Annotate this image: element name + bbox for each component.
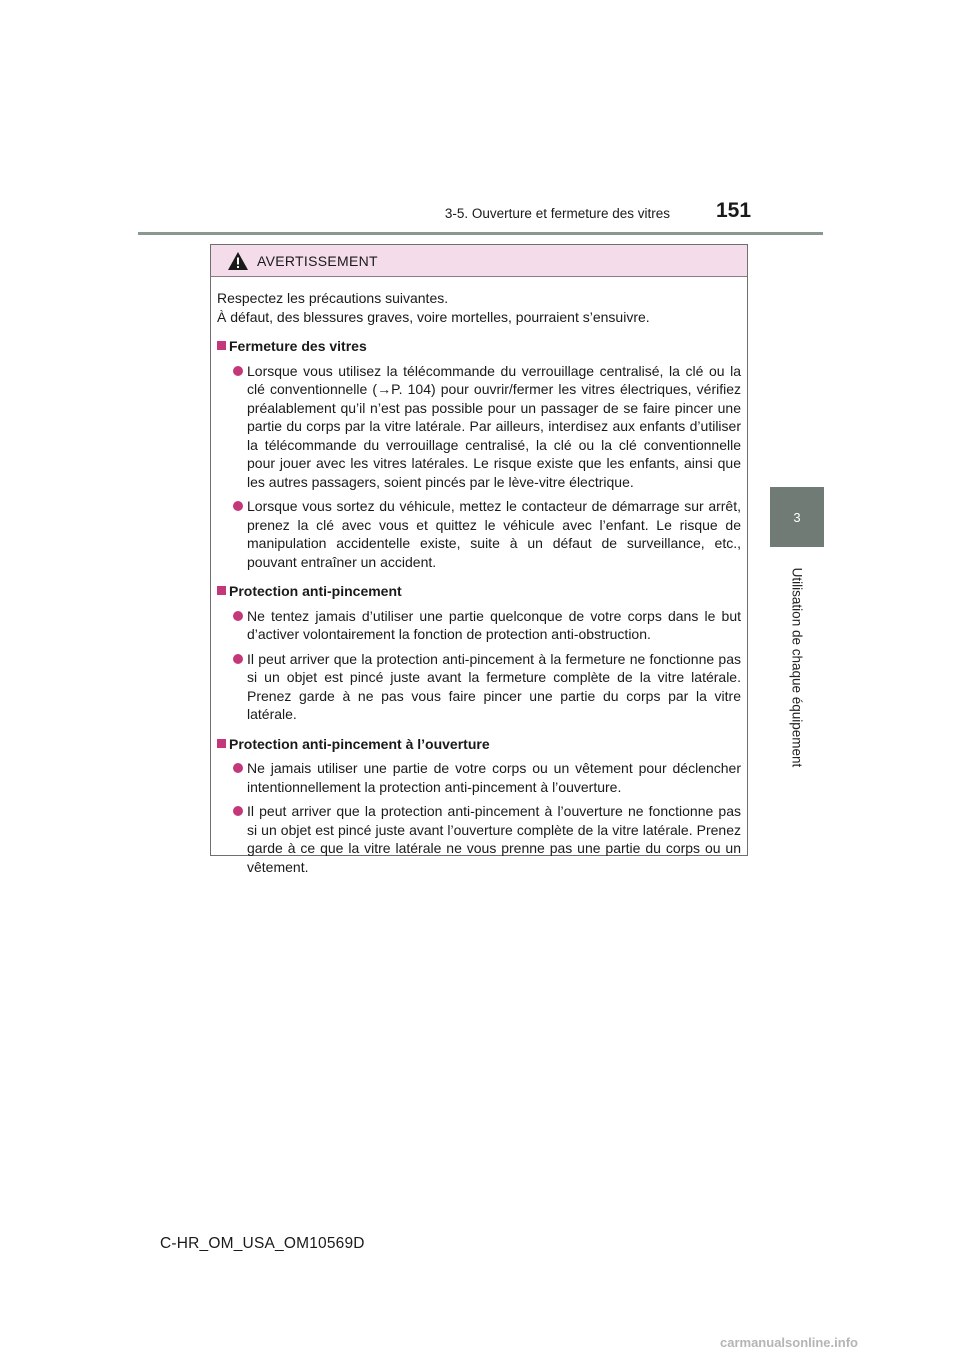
warning-triangle-icon (227, 251, 249, 271)
section-heading (217, 337, 741, 356)
square-bullet-icon (217, 341, 226, 350)
section-heading-text: Fermeture des vitres (229, 338, 367, 354)
section-heading (217, 582, 741, 601)
warning-intro-line: Respectez les précautions suivantes. (217, 290, 449, 306)
list-item (217, 650, 741, 724)
warning-body (211, 277, 747, 876)
list-item (217, 607, 741, 644)
list-item-text: Il peut arriver que la protection anti-pincement à l’ouverture ne fonctionne pas si un objet est pincé juste avant l’ouverture complète de la vitre latérale. Prenez garde à ce que la vitre latérale ne vous prenne pas une partie du corps ou un vêtement. (247, 803, 741, 875)
chapter-tab (770, 547, 824, 787)
list-item-text: Ne jamais utiliser une partie de votre corps ou un vêtement pour déclencher intentionnellement la protection anti-pincement à l’ouverture. (247, 760, 741, 795)
warning-intro-line: À défaut, des blessures graves, voire mortelles, pourraient s’ensuivre. (217, 308, 650, 325)
document-code: C-HR_OM_USA_OM10569D (160, 1235, 365, 1252)
watermark: carmanualsonline.info (720, 1335, 858, 1350)
page-number: 151 (716, 199, 752, 222)
chapter-tab-number: 3 (770, 487, 824, 547)
circle-bullet-icon (233, 501, 243, 511)
circle-bullet-icon (233, 654, 243, 664)
header-section-title: 3-5. Ouverture et fermeture des vitres (444, 206, 670, 221)
section-heading (217, 735, 741, 754)
list-item (217, 362, 741, 492)
circle-bullet-icon (233, 611, 243, 621)
circle-bullet-icon (233, 366, 243, 376)
warning-header (211, 245, 747, 277)
list-item-text: Il peut arriver que la protection anti-pincement à la fermeture ne fonctionne pas si un objet est pincé juste avant la fermeture complète de la vitre latérale. Prenez garde à ne pas vous faire pincer une partie du corps par la vitre latérale. (247, 650, 741, 722)
list-item-text: Lorsque vous sortez du véhicule, mettez le contacteur de démarrage sur arrêt, prenez la clé avec vous et quittez le véhicule avec l’enfant. Le risque de manipulation accidentelle existe, suite à un défaut de surveillance, etc., pouvant entraîner un accident. (247, 498, 741, 570)
square-bullet-icon (217, 739, 226, 748)
section-heading-text: Protection anti-pincement (229, 583, 402, 599)
circle-bullet-icon (233, 806, 243, 816)
warning-heading: AVERTISSEMENT (257, 252, 378, 269)
list-item-text: Ne tentez jamais d’utiliser une partie quelconque de votre corps dans le but d’activer volontairement la fonction de protection anti-obstruction. (247, 607, 741, 642)
circle-bullet-icon (233, 763, 243, 773)
chapter-tab-title: Utilisation de chaque équipement (789, 567, 805, 767)
list-item (217, 802, 741, 876)
list-item-text: Lorsque vous utilisez la télécommande du verrouillage centralisé, la clé ou la clé conventionnelle (→P. 104) pour ouvrir/fermer les vitres électriques, vérifiez préalablement qu’il n’est pas possible pour un passager de se faire pincer une partie du corps par la vitre latérale. Par ailleurs, interdisez aux enfants d’utiliser la télécommande du verrouillage centralisé, la clé ou la clé conventionnelle pour jouer avec les vitres latérales. Le risque existe que les enfants, ainsi que les autres passagers, soient pincés par le lève-vitre électrique. (247, 362, 741, 490)
list-item (217, 759, 741, 796)
square-bullet-icon (217, 586, 226, 595)
section-heading-text: Protection anti-pincement à l’ouverture (229, 735, 490, 752)
header-divider (138, 232, 823, 235)
warning-box (210, 244, 748, 875)
list-item (217, 497, 741, 571)
